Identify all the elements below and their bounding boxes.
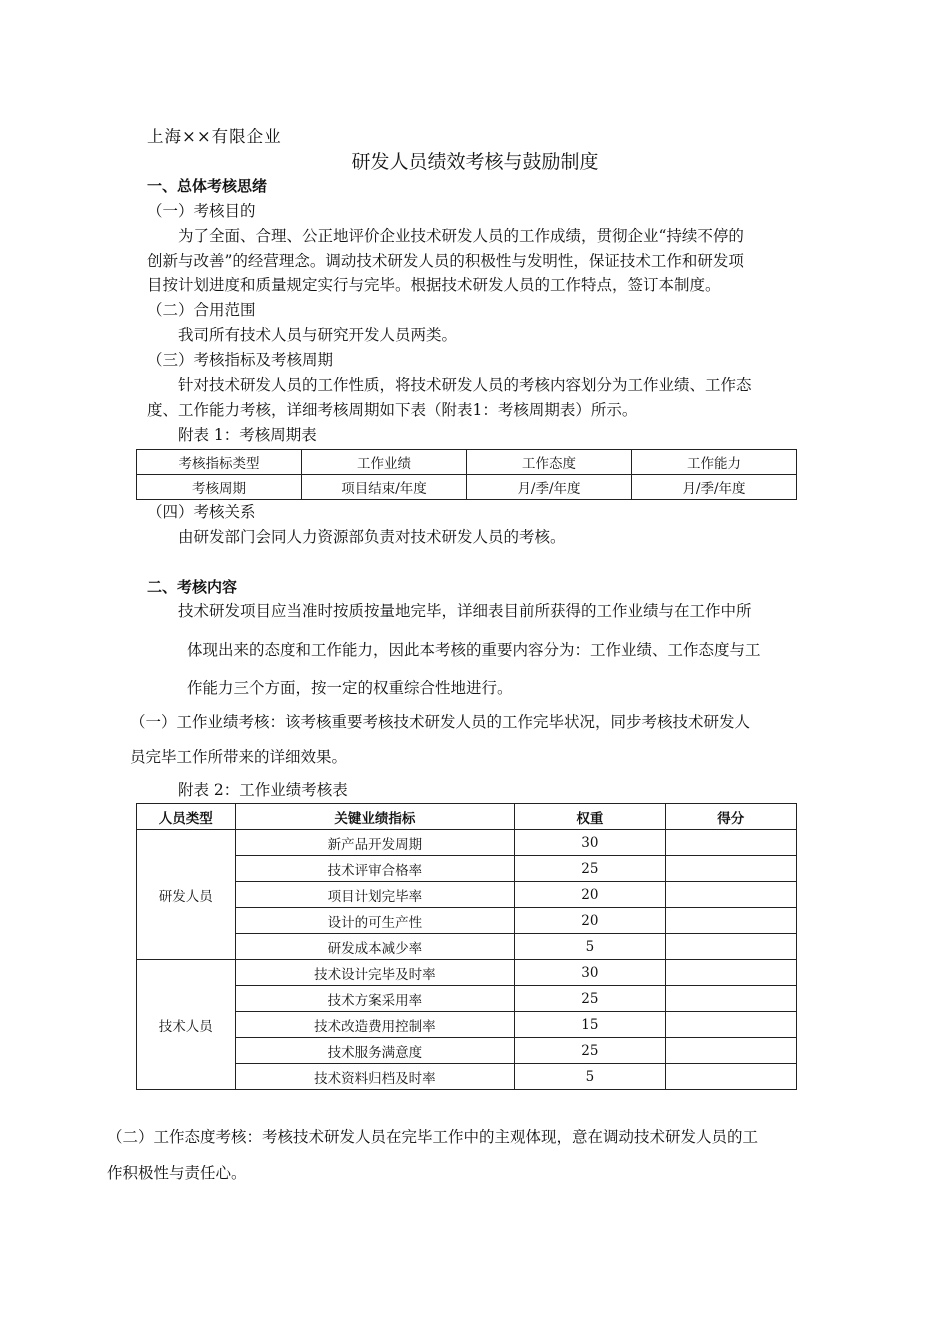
company-name: 上海××有限企业 xyxy=(147,127,282,146)
indicators-line-1: 针对技术研发人员的工作性质，将技术研发人员的考核内容划分为工作业绩、工作态 xyxy=(178,376,752,394)
score-cell xyxy=(665,960,796,986)
performance-table xyxy=(136,803,797,1090)
score-cell xyxy=(665,986,796,1012)
scope-heading: （二）合用范围 xyxy=(147,301,256,319)
table-cell: 技术评审合格率 xyxy=(235,856,515,882)
column-header: 权重 xyxy=(515,804,665,830)
score-cell xyxy=(665,882,796,908)
table-cell: 月/季/年度 xyxy=(467,475,632,500)
column-header: 得分 xyxy=(665,804,796,830)
indicators-heading: （三）考核指标及考核周期 xyxy=(147,351,334,369)
section-2-heading: 二、考核内容 xyxy=(147,578,238,596)
purpose-heading: （一）考核目的 xyxy=(147,202,256,220)
table-cell: 设计的可生产性 xyxy=(235,908,515,934)
cycle-table xyxy=(136,449,797,500)
purpose-line-1: 为了全面、合理、公正地评价企业技术研发人员的工作成绩，贯彻企业“持续不停的 xyxy=(178,227,744,245)
table-cell: 工作态度 xyxy=(467,450,632,475)
table-row xyxy=(137,475,797,500)
table-cell: 15 xyxy=(515,1012,665,1038)
table-cell: 月/季/年度 xyxy=(632,475,797,500)
table-cell: 5 xyxy=(515,934,665,960)
table-cell: 技术服务满意度 xyxy=(235,1038,515,1064)
purpose-line-2: 创新与改善”的经营理念。调动技术研发人员的积极性与发明性，保证技术工作和研发项 xyxy=(147,252,744,270)
table-cell: 25 xyxy=(515,1038,665,1064)
table-cell: 工作业绩 xyxy=(302,450,467,475)
scope-text: 我司所有技术人员与研究开发人员两类。 xyxy=(178,326,458,344)
table-header-row xyxy=(137,804,797,830)
content-line-2: 体现出来的态度和工作能力，因此本考核的重要内容分为：工作业绩、工作态度与工 xyxy=(187,641,761,659)
table-cell: 25 xyxy=(515,986,665,1012)
table-cell: 考核周期 xyxy=(137,475,302,500)
table-cell: 25 xyxy=(515,856,665,882)
group-cell: 技术人员 xyxy=(137,960,236,1090)
indicators-line-2: 度、工作能力考核，详细考核周期如下表（附表1：考核周期表）所示。 xyxy=(147,401,638,419)
table-cell: 5 xyxy=(515,1064,665,1090)
score-cell xyxy=(665,1064,796,1090)
table-row xyxy=(137,986,797,1012)
table-row xyxy=(137,1064,797,1090)
score-cell xyxy=(665,934,796,960)
table-cell: 20 xyxy=(515,882,665,908)
table-row xyxy=(137,908,797,934)
table-cell: 技术资料归档及时率 xyxy=(235,1064,515,1090)
column-header: 人员类型 xyxy=(137,804,236,830)
table-row xyxy=(137,856,797,882)
group-cell: 研发人员 xyxy=(137,830,236,960)
table-cell: 20 xyxy=(515,908,665,934)
score-cell xyxy=(665,856,796,882)
table-cell: 项目结束/年度 xyxy=(302,475,467,500)
table-cell: 30 xyxy=(515,960,665,986)
score-cell xyxy=(665,1038,796,1064)
table-1-caption: 附表 1：考核周期表 xyxy=(178,426,317,444)
column-header: 关键业绩指标 xyxy=(235,804,515,830)
table-cell: 技术改造费用控制率 xyxy=(235,1012,515,1038)
table-row xyxy=(137,960,797,986)
score-cell xyxy=(665,908,796,934)
table-row xyxy=(137,934,797,960)
relation-heading: （四）考核关系 xyxy=(147,503,256,521)
document-title: 研发人员绩效考核与鼓励制度 xyxy=(351,151,599,173)
section-1-heading: 一、总体考核思绪 xyxy=(147,177,268,195)
performance-line-1: （一）工作业绩考核：该考核重要考核技术研发人员的工作完毕状况，同步考核技术研发人 xyxy=(130,713,751,731)
score-cell xyxy=(665,1012,796,1038)
table-cell: 工作能力 xyxy=(632,450,797,475)
table-row xyxy=(137,830,797,856)
table-row xyxy=(137,1038,797,1064)
performance-line-2: 员完毕工作所带来的详细效果。 xyxy=(130,748,348,766)
attitude-line-2: 作积极性与责任心。 xyxy=(107,1164,247,1182)
table-cell: 技术方案采用率 xyxy=(235,986,515,1012)
table-row xyxy=(137,1012,797,1038)
table-row xyxy=(137,882,797,908)
table-cell: 考核指标类型 xyxy=(137,450,302,475)
attitude-line-1: （二）工作态度考核：考核技术研发人员在完毕工作中的主观体现，意在调动技术研发人员的工 xyxy=(107,1128,759,1146)
table-cell: 30 xyxy=(515,830,665,856)
score-cell xyxy=(665,830,796,856)
relation-text: 由研发部门会同人力资源部负责对技术研发人员的考核。 xyxy=(178,528,566,546)
content-line-1: 技术研发项目应当准时按质按量地完毕，详细表目前所获得的工作业绩与在工作中所 xyxy=(178,602,752,620)
table-cell: 新产品开发周期 xyxy=(235,830,515,856)
purpose-line-3: 目按计划进度和质量规定实行与完毕。根据技术研发人员的工作特点，签订本制度。 xyxy=(147,276,721,294)
table-cell: 研发成本减少率 xyxy=(235,934,515,960)
table-2-caption: 附表 2：工作业绩考核表 xyxy=(178,781,348,799)
table-cell: 项目计划完毕率 xyxy=(235,882,515,908)
table-cell: 技术设计完毕及时率 xyxy=(235,960,515,986)
content-line-3: 作能力三个方面，按一定的权重综合性地进行。 xyxy=(187,679,513,697)
table-row xyxy=(137,450,797,475)
